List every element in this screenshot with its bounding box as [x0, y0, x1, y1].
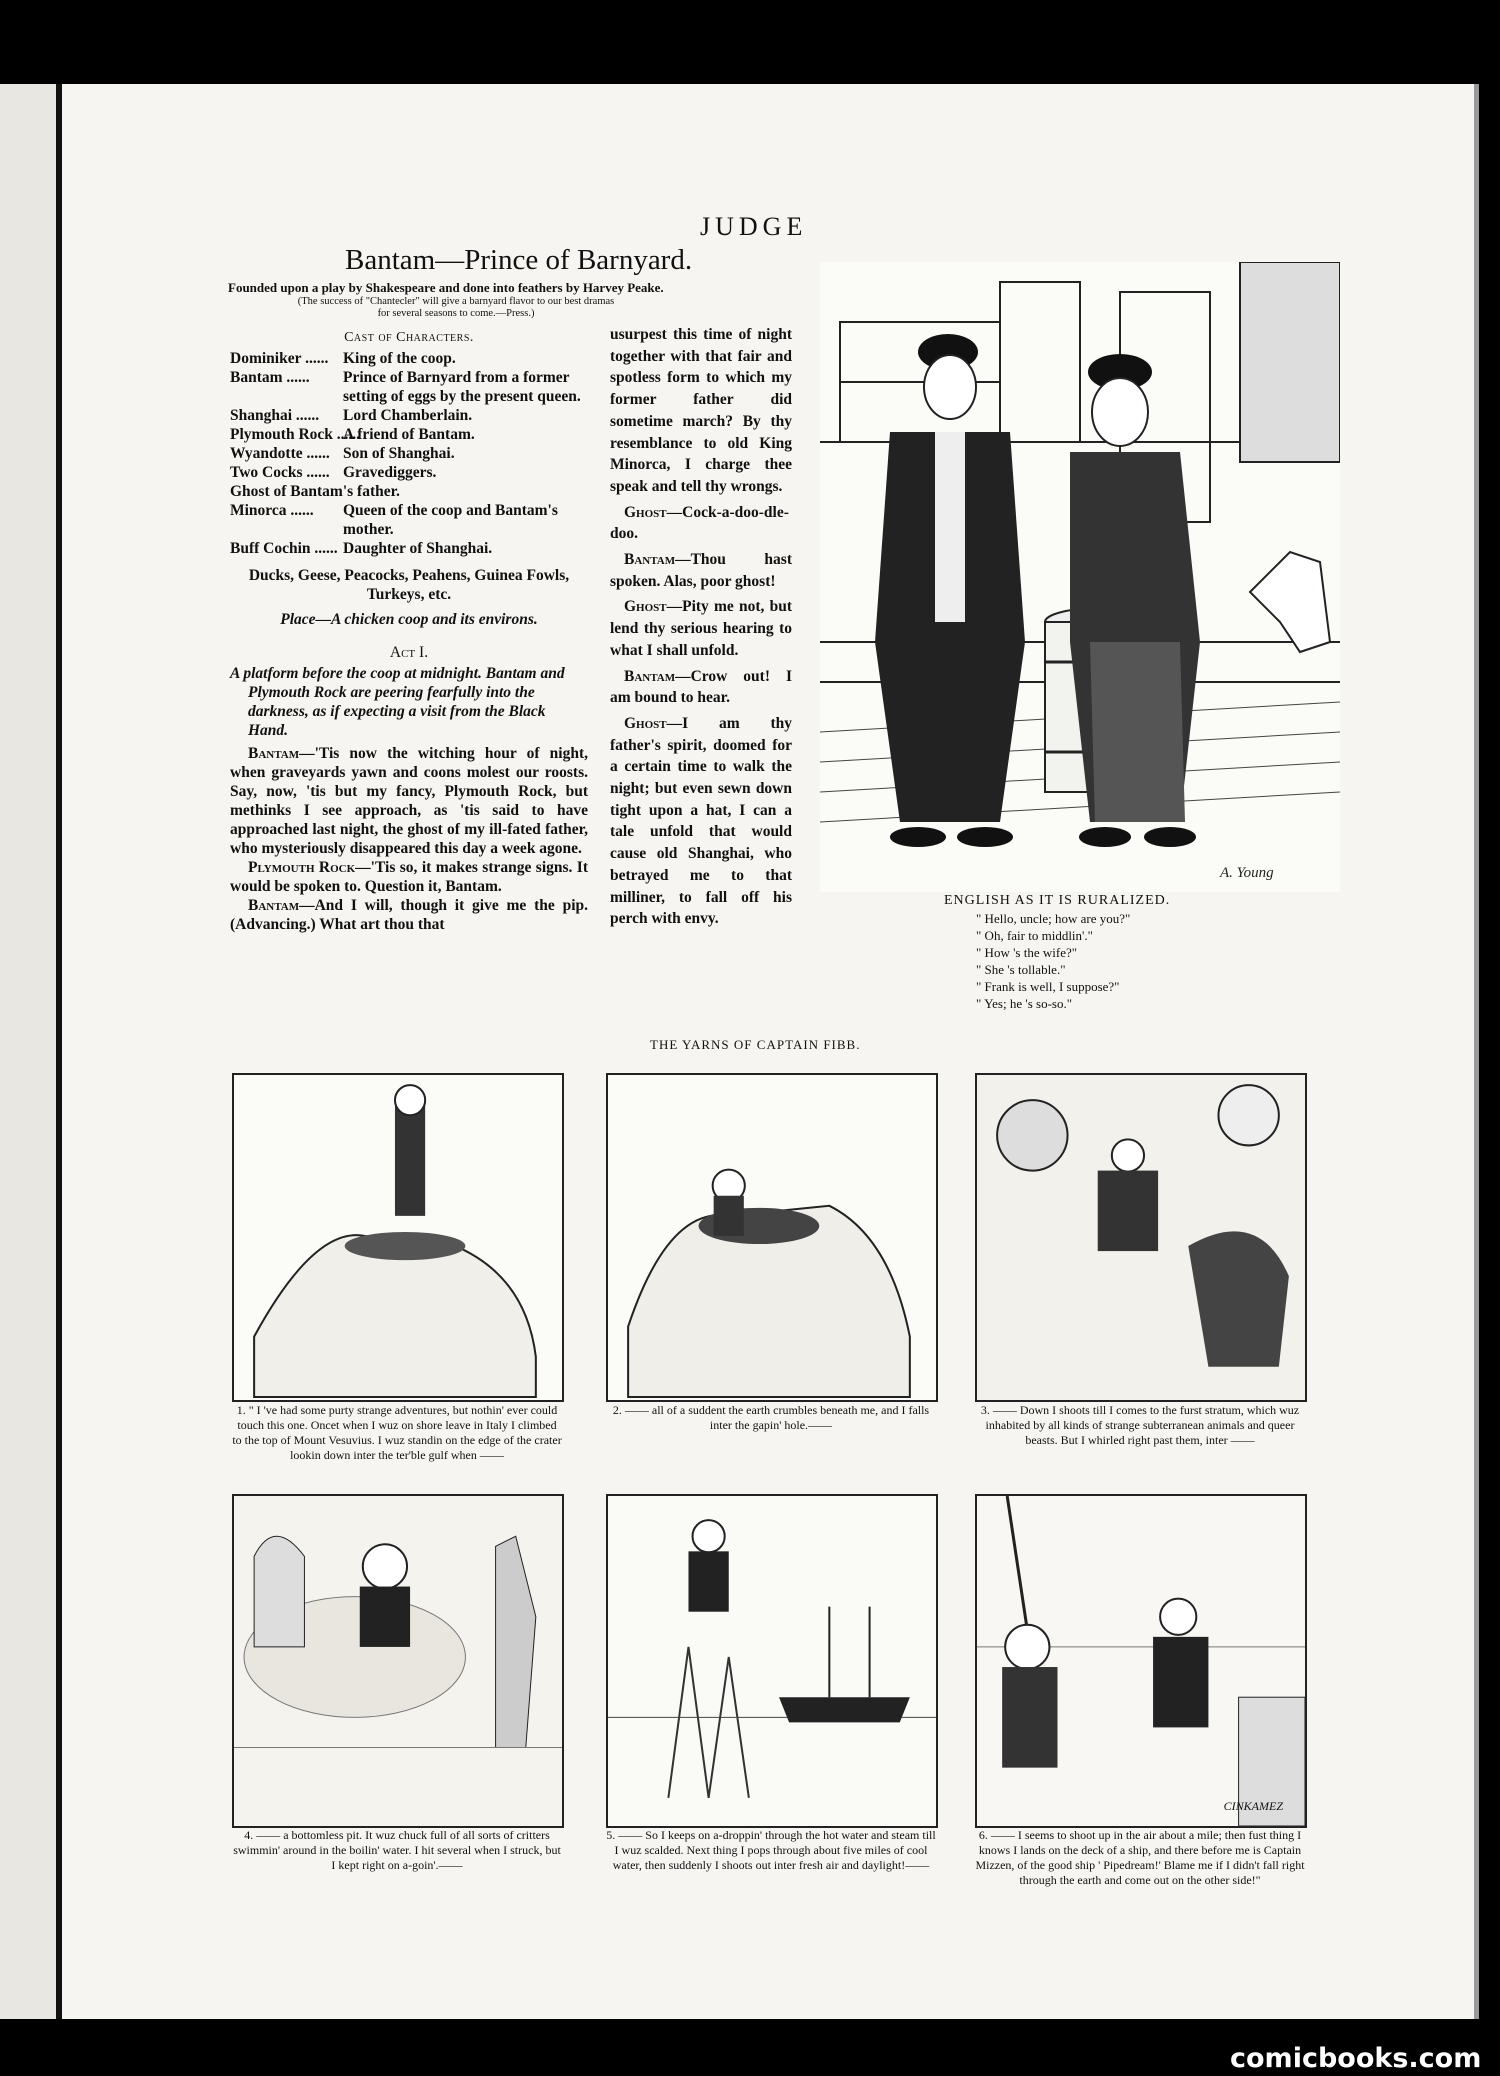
cast-entry: [230, 463, 588, 482]
cast-entry: [230, 539, 588, 558]
speech-text: —'Tis so, it makes strange signs. It would be spoken to. Question it, Bantam.: [230, 859, 589, 895]
strip-title: THE YARNS OF CAPTAIN FIBB.: [650, 1037, 861, 1052]
panel-artwork: [608, 1496, 936, 1826]
cast-name: Minorca ......: [230, 502, 314, 519]
speech-text: —Cock-a-doo-dle-doo.: [610, 503, 789, 543]
panel-artwork: [608, 1075, 936, 1400]
strip-signature: CINKAMEZ: [1223, 1799, 1283, 1813]
ruralized-cartoon-illustration: [820, 262, 1340, 892]
cast-role: [400, 482, 588, 501]
comic-panel-6: [975, 1494, 1307, 1828]
dialogue-line: " She 's tollable.": [976, 962, 1066, 977]
speech: [610, 502, 792, 545]
cartoon-signature: A. Young: [1220, 865, 1274, 881]
speaker-name: Bantam: [248, 745, 300, 762]
cast-role: Daughter of Shanghai.: [343, 540, 493, 557]
speech: [610, 596, 792, 661]
panel-caption-3: 3. —— Down I shoots till I comes to the furst stratum, which wuz inhabited by all kinds of strange subterranean animals and queer beasts. But I whirled right past them, inter ——: [980, 1403, 1300, 1447]
play-note: (The success of "Chantecler" will give a barnyard flavor to our best dramas for several seasons to come.—Press.): [297, 296, 615, 319]
column-1-speeches: [230, 744, 588, 934]
cast-role: A friend of Bantam.: [343, 426, 475, 443]
cast-role: Son of Shanghai.: [343, 445, 455, 462]
cast-entry: [230, 368, 588, 406]
speaker-name: Plymouth Rock: [248, 859, 356, 876]
cartoon-caption-title: ENGLISH AS IT IS RURALIZED.: [944, 893, 1171, 908]
cast-role: Gravediggers.: [343, 464, 437, 481]
speaker-name: Ghost: [624, 503, 667, 521]
play-column-1: [230, 328, 588, 934]
speaker-name: Ghost: [624, 714, 667, 732]
cast-name: Two Cocks ......: [230, 464, 330, 481]
panel-caption-4: 4. —— a bottomless pit. It wuz chuck full of all sorts of critters swimmin' around in the boilin' water. I hit several when I struck, but I kept right on a-goin'.——: [233, 1828, 561, 1872]
speech-text: —Crow out! I am bound to hear.: [610, 667, 792, 707]
speech-text: —And I will, though it give me the pip. (Advancing.) What art thou that: [230, 897, 588, 933]
masthead: JUDGE: [700, 212, 808, 241]
cast-role: Prince of Barnyard from a former setting of eggs by the present queen.: [343, 369, 581, 405]
cast-role: King of the coop.: [343, 350, 456, 367]
cast-role: Lord Chamberlain.: [343, 407, 473, 424]
cast-name: Plymouth Rock ......: [230, 426, 361, 443]
cast-name: Ghost of Bantam's father.: [230, 483, 400, 500]
left-page-edge: [0, 84, 56, 2019]
dialogue-line: " Oh, fair to middlin'.": [976, 928, 1093, 943]
panel-artwork: [234, 1496, 562, 1826]
cast-name: Shanghai ......: [230, 407, 320, 424]
comic-panel-5: [606, 1494, 938, 1828]
act-heading: Act I.: [389, 644, 429, 661]
play-place: Place—A chicken coop and its environs.: [280, 611, 538, 628]
speech-text: —'Tis now the witching hour of night, when graveyards yawn and coons molest our roosts. Say, now, 'tis but my fancy, Plymouth Rock, but methinks I see approach, as 'tis said to have approached last night, the ghost of my ill-fated father, who mysteriously disappeared this day a week agone.: [230, 745, 588, 857]
right-page-edge: [1474, 84, 1479, 2019]
cast-extras: Ducks, Geese, Peacocks, Peahens, Guinea Fowls, Turkeys, etc.: [248, 567, 570, 603]
speech: [610, 549, 792, 592]
cast-role: Queen of the coop and Bantam's mother.: [343, 502, 558, 538]
speech: [230, 858, 588, 896]
speech-text: usurpest this time of night together with that fair and spotless form to which my former father did sometime march? By thy resemblance to old King Minorca, I charge thee speak and tell thy wrongs.: [610, 326, 792, 495]
speaker-name: Ghost: [624, 598, 667, 616]
comic-panel-2: [606, 1073, 938, 1402]
panel-artwork: [977, 1075, 1305, 1400]
comic-panel-3: [975, 1073, 1307, 1402]
cast-entry: [230, 444, 588, 463]
panel-artwork: [977, 1496, 1305, 1826]
cast-heading: Cast of Characters.: [344, 330, 474, 345]
cast-entry: [230, 501, 588, 539]
cast-name: Buff Cochin ......: [230, 540, 338, 557]
cast-entry: [230, 349, 588, 368]
stage-direction: A platform before the coop at midnight. Bantam and Plymouth Rock are peering fearfully into the darkness, as if expecting a visit from the Black Hand.: [230, 665, 565, 739]
speech-text: —Thou hast spoken. Alas, poor ghost!: [610, 551, 792, 590]
play-title: Bantam—Prince of Barnyard.: [345, 244, 693, 276]
cartoon-dialogue: [976, 910, 1130, 1012]
speech: [610, 324, 792, 498]
panel-caption-2: 2. —— all of a suddent the earth crumbles beneath me, and I falls inter the gapin' hole.——: [612, 1403, 930, 1432]
comic-panel-1: [232, 1073, 564, 1402]
cast-entry: [230, 406, 588, 425]
dialogue-line: " Yes; he 's so-so.": [976, 996, 1073, 1011]
comic-panel-4: [232, 1494, 564, 1828]
panel-caption-6: 6. —— I seems to shoot up in the air about a mile; then fust thing I knows I lands on the deck of a ship, and there before me is Captain Mizzen, of the good ship ' Pipedream!' Blame me if I didn't fall right through the earth and come out on the other side!": [975, 1828, 1305, 1887]
speaker-name: Bantam: [624, 551, 676, 569]
panel-caption-5: 5. —— So I keeps on a-droppin' through the hot water and steam till I wuz scalded. Next thing I pops through about five miles of cool water, then suddenly I shoots out inter fresh air and daylight!——: [606, 1828, 936, 1872]
cast-entry: [230, 482, 588, 501]
speech: [610, 666, 792, 709]
panel-caption-1: 1. " I 've had some purty strange adventures, but nothin' ever could touch this one. Oncet when I wuz on shore leave in Italy I climbed to the top of Mount Vesuvius. I wuz standin on the edge of the crater lookin down inter the ter'ble gulf when ——: [232, 1403, 562, 1462]
cast-name: Dominiker ......: [230, 350, 329, 367]
cast-list: [230, 349, 588, 558]
speaker-name: Bantam: [248, 897, 300, 914]
panel-artwork: [234, 1075, 562, 1400]
cast-name: Bantam ......: [230, 369, 310, 386]
cast-name: Wyandotte ......: [230, 445, 330, 462]
speech-text: —Pity me not, but lend thy serious hearing to what I shall unfold.: [610, 598, 792, 659]
speech: [230, 896, 588, 934]
site-watermark: comicbooks.com: [1230, 2043, 1482, 2074]
speech-text: —I am thy father's spirit, doomed for a certain time to walk the night; but even sewn down tight upon a hat, I can a tale unfold that would cause old Shanghai, who betrayed me to that milliner, to fall off his perch with envy.: [610, 714, 792, 928]
dialogue-line: " Hello, uncle; how are you?": [976, 911, 1131, 926]
dialogue-line: " How 's the wife?": [976, 945, 1078, 960]
speech: [230, 744, 588, 858]
cast-entry: [230, 425, 588, 444]
speech: [610, 713, 792, 930]
play-byline: Founded upon a play by Shakespeare and done into feathers by Harvey Peake.: [228, 280, 664, 295]
speaker-name: Bantam: [624, 667, 676, 685]
dialogue-line: " Frank is well, I suppose?": [976, 979, 1120, 994]
play-column-2: [610, 324, 792, 934]
